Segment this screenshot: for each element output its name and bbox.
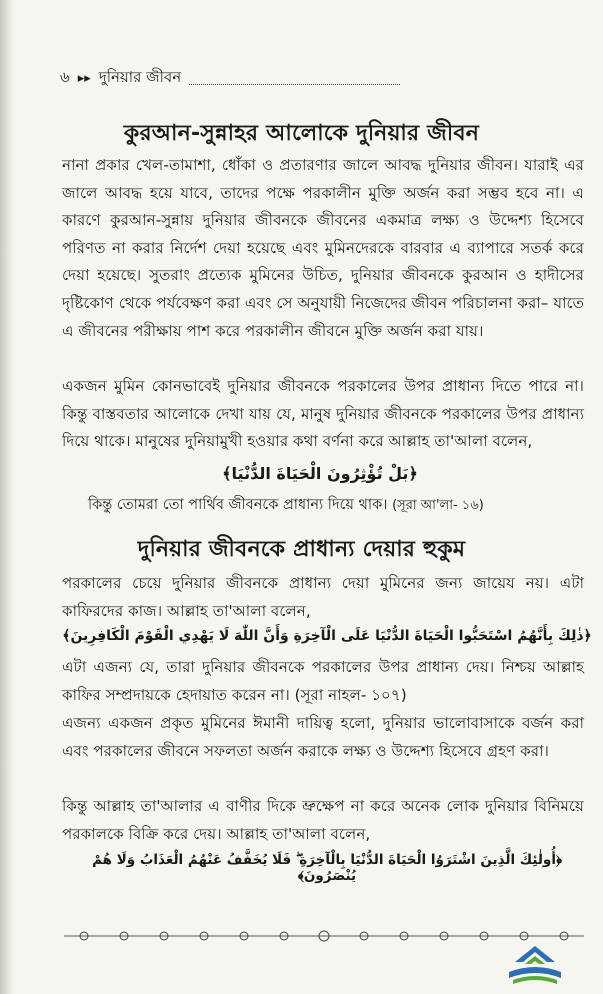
section-heading-1: কুরআন-সুন্নাহর আলোকে দুনিয়ার জীবন [123,121,480,146]
running-header [60,66,400,90]
section2-paragraph-4: কিন্তু আল্লাহ তা'আলার এ বাণীর দিকে ভ্রুক্ষেপ না করে অনেক লোক দুনিয়ার বিনিময়ে পরকালকে বিক্রি করে দেয়। আল্লাহ তা'আলা বলেন, [62,797,584,843]
page-number: ৬ [60,67,70,86]
verse-arabic-1: ﴿بَلْ تُؤْثِرُونَ الْحَيَاةَ الدُّنْيَا﴾ [222,464,418,483]
section1-paragraph-2: একজন মুমিন কোনভাবেই দুনিয়ার জীবনকে পরকালের উপর প্রাধান্য দিতে পারে না। কিন্তু বাস্তবতার আলোকে দেখা যায় যে, মানুষ দুনিয়ার জীবনকে পরকালের উপর প্রাধান্য দিয়ে থাকে। মানুষের দুনিয়ামুখী হওয়ার কথা বর্ণনা করে আল্লাহ তা'আলা বলেন, [62,377,584,451]
section2-paragraph-2: এটা এজন্য যে, তারা দুনিয়ার জীবনকে পরকালের উপর প্রাধান্য দেয়। নিশ্চয় আল্লাহ কাফির সম্প্রদায়কে হেদায়াত করেন না। (সূরা নাহল- ১০৭) [62,658,584,704]
verse-translation-1-text: কিন্তু তোমরা তো পার্থিব জীবনকে প্রাধান্য দিয়ে থাক। [88,497,388,513]
section2-paragraph-3: এজন্য একজন প্রকৃত মুমিনের ঈমানী দায়িত্ব হলো, দুনিয়ার ভালোবাসাকে বর্জন করা এবং পরকালের জীবনে সফলতা অর্জন করাকে লক্ষ্য ও উদ্দেশ্য হিসেবে গ্রহণ করা। [62,714,584,760]
section-heading-2: দুনিয়ার জীবনকে প্রাধান্য দেয়ার হুকুম [137,537,466,562]
publisher-logo [503,942,567,990]
verse-arabic-2: ﴿ذٰلِكَ بِأَنَّهُمُ اسْتَحَبُّوا الْحَيَاةَ الدُّنْيَا عَلَى الْآخِرَةِ وَأَنَّ اللّٰهَ لَا يَهْدِي الْقَوْمَ الْكَافِرِينَ﴾ [62,628,592,644]
header-dotted-rule [189,72,400,85]
section1-paragraph-1: নানা প্রকার খেল-তামাশা, ধোঁকা ও প্রতারণার জালে আবদ্ধ দুনিয়ার জীবন। যারাই এর জালে আবদ্ধ হয়ে যাবে, তাদের পক্ষে পরকালীন মুক্তি অর্জন করা সম্ভব হবে না। এ কারণে কুরআন-সুন্নায় দুনিয়ার জীবনকে জীবনের একমাত্র লক্ষ্য ও উদ্দেশ্য হিসেবে পরিণত না করার নির্দেশ দেয়া হয়েছে এবং মুমিনদেরকে বারবার এ ব্যাপারে সতর্ক করে দেয়া হয়েছে। সুতরাং প্রত্যেক মুমিনের উচিত, দুনিয়ার জীবনকে কুরআন ও হাদীসের দৃষ্টিকোণ থেকে পর্যবেক্ষণ করা এবং সে অনুযায়ী নিজেদের জীবন পরিচালনা করা– যাতে এ জীবনের পরীক্ষায় পাশ করে পরকালীন জীবনে মুক্তি অর্জন করা যায়। [62,156,584,340]
verse-translation-1 [88,494,596,517]
verse-arabic-3: ﴿أُولٰئِكَ الَّذِينَ اشْتَرَوُا الْحَيَاةَ الدُّنْيَا بِالْآخِرَةِ ۖ فَلَا يُخَفَّفُ عَنْهُمُ الْعَذَابُ وَلَا هُمْ يُنْصَرُونَ﴾ [92,852,562,884]
double-arrow-icon: ▸▸ [77,70,91,86]
verse-reference-1: (সূরা আ'লা- ১৬) [392,498,484,513]
running-title: দুনিয়ার জীবন [98,67,182,86]
section2-paragraph-1: পরকালের চেয়ে দুনিয়ার জীবনকে প্রাধান্য দেয়া মুমিনের জন্য জায়েয নয়। এটা কাফিরদের কাজ। আল্লাহ তা'আলা বলেন, [62,574,584,620]
